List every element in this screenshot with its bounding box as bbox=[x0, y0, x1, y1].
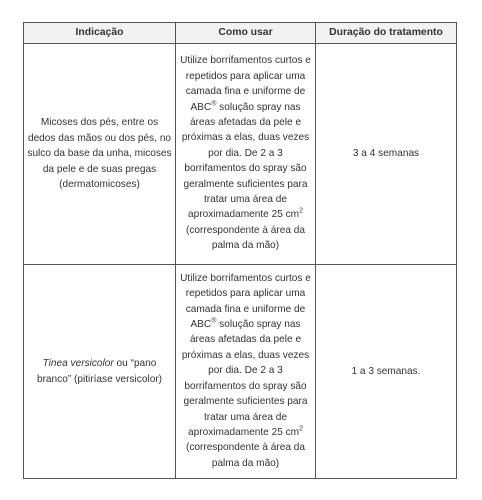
table-row bbox=[24, 44, 457, 265]
cell-indication bbox=[24, 44, 176, 265]
square-superscript: 2 bbox=[299, 425, 303, 433]
treatment-table bbox=[23, 22, 457, 479]
header-indication: Indicação bbox=[24, 23, 176, 44]
registered-mark: ® bbox=[211, 100, 217, 108]
square-superscript: 2 bbox=[299, 208, 303, 216]
indication-italic-text: Tinea versicolor bbox=[42, 358, 114, 370]
indication-text: Micoses dos pés, entre os dedos das mãos ou dos pés, no sulco da base da unha, micoses da pele e de suas pregas (dermatomicoses) bbox=[27, 117, 172, 191]
cell-usage bbox=[176, 265, 316, 479]
header-usage: Como usar bbox=[176, 23, 316, 44]
usage-text-part1: Utilize borrifamentos curtos e repetidos para aplicar uma camada fina e uniforme de ABC bbox=[180, 55, 311, 113]
usage-text-part2: solução spray nas áreas afetadas da pele e próximas a elas, duas vezes por dia. De 2 a 3 borrifamentos do spray são geralmente suficientes para tratar uma área de aproximadamente 25 cm bbox=[181, 319, 310, 438]
cell-indication bbox=[24, 265, 176, 479]
cell-duration: 1 a 3 semanas. bbox=[316, 265, 457, 479]
usage-text-part2: solução spray nas áreas afetadas da pele e próximas a elas, duas vezes por dia. De 2 a 3 borrifamentos do spray são geralmente suficientes para tratar uma área de aproximadamente 25 cm bbox=[181, 101, 310, 221]
treatment-table-container bbox=[23, 22, 456, 479]
table-row bbox=[24, 265, 457, 479]
usage-text-part3: (correspondente à área da palma da mão) bbox=[186, 224, 305, 252]
header-duration: Duração do tratamento bbox=[316, 23, 457, 44]
cell-usage bbox=[176, 44, 316, 265]
registered-mark: ® bbox=[211, 317, 217, 325]
table-header-row bbox=[24, 23, 457, 44]
usage-text-part1: Utilize borrifamentos curtos e repetidos para aplicar uma camada fina e uniforme de ABC bbox=[180, 272, 311, 331]
indication-text: ou “pano branco” (pitiríase versicolor) bbox=[36, 358, 163, 385]
cell-duration: 3 a 4 semanas bbox=[316, 44, 457, 265]
usage-text-part3: (correspondente à área da palma da mão) bbox=[186, 442, 305, 469]
